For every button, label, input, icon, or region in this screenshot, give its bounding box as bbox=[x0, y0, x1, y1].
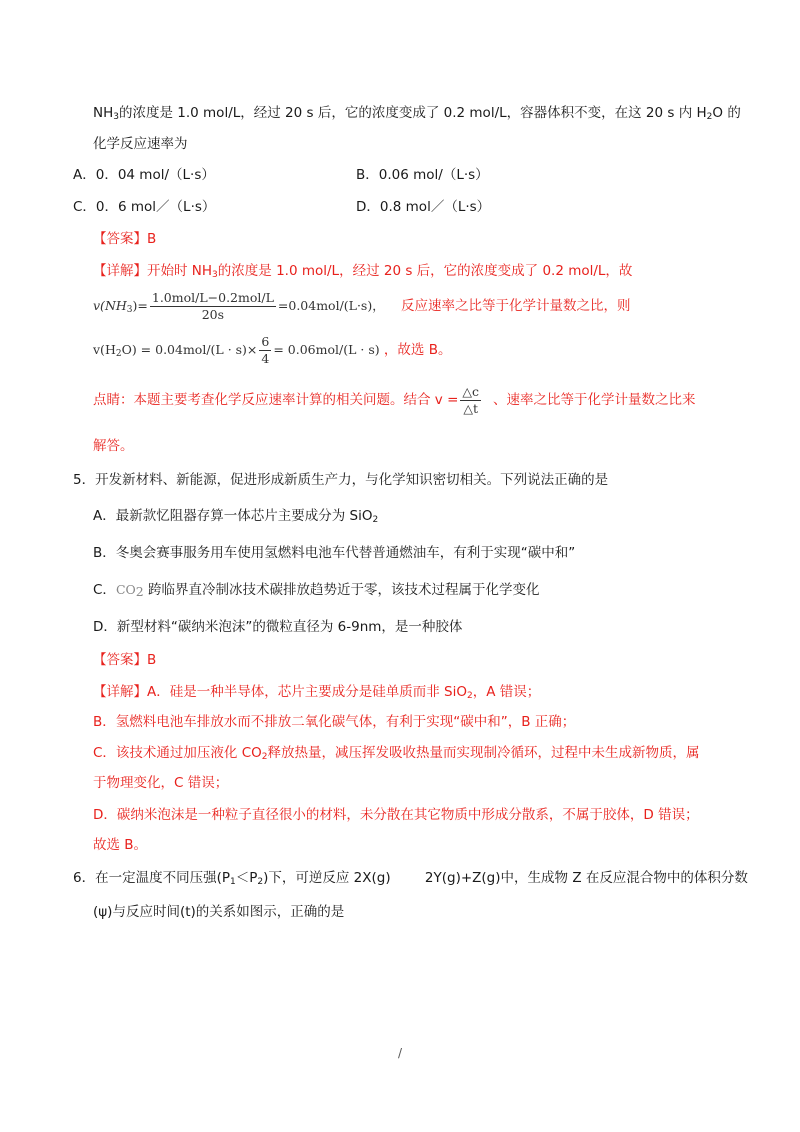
q5-detail-d: D．碳纳米泡沫是一种粒子直径很小的材料，未分散在其它物质中形成分散系，不属于胶体，D 错误； bbox=[93, 807, 699, 823]
fraction-delta: $\frac{\triangle c}{\triangle t}$ bbox=[462, 383, 480, 416]
q5-conclusion: 故选 B。 bbox=[93, 837, 148, 853]
q4-tip-line1: 点睛：本题主要考查化学反应速率计算的相关问题。结合 v = $\frac{\triangle c}{\triangle t}$ 、速率之比等于化学计量数之比来 bbox=[93, 383, 696, 416]
q6-stem-line1: 6．在一定温度不同压强$(P_1<P_2)$下，可逆反应 2X(g) 2Y(g)+Z(g)中，生成物 Z 在反应混合物中的体积分数 bbox=[73, 870, 748, 887]
q5-option-b: B．冬奥会赛事服务用车使用氢燃料电池车代替普通燃油车，有利于实现“碳中和” bbox=[93, 545, 576, 561]
q4-option-b: B．0.06 mol/（L·s） bbox=[356, 167, 489, 183]
fraction-ratio: $\frac{6}{4}$ bbox=[261, 333, 270, 366]
q4-detail-line1: 【详解】开始时 $NH_3$的浓度是 1.0 mol/L，经过 20 s 后，它的浓度变成了 0.2 mol/L，故 bbox=[93, 263, 633, 280]
q4-option-a: A．0．04 mol/（L·s） bbox=[73, 167, 215, 183]
q4-stem-line2: 化学反应速率为 bbox=[93, 136, 188, 152]
q5-option-d: D．新型材料“碳纳米泡沫”的微粒直径为 6-9nm，是一种胶体 bbox=[93, 619, 463, 635]
q5-detail-b: B．氢燃料电池车排放水而不排放二氧化碳气体，有利于实现“碳中和”，B 正确； bbox=[93, 714, 576, 730]
q4-formula2: $v(H_2O) = 0.04mol/(L \cdot s)\times$ $\frac{6}{4}$ = 0.06mol/(L · s) ，故选 B。 bbox=[93, 333, 452, 366]
q5-detail-c-line1: C．该技术通过加压液化 $CO_2$释放热量，减压挥发吸收热量而实现制冷循环，过程中未生成新物质，属 bbox=[93, 745, 700, 762]
q5-stem: 5．开发新材料、新能源，促进形成新质生产力，与化学知识密切相关。下列说法正确的是 bbox=[73, 472, 609, 488]
q4-stem-line1: $NH_3$的浓度是 1.0 mol/L，经过 20 s 后，它的浓度变成了 0.2 mol/L，容器体积不变，在这 20 s 内 $H_2O$ 的 bbox=[93, 105, 741, 122]
page-number: / bbox=[398, 1046, 403, 1060]
q5-detail-c-line2: 于物理变化，C 错误； bbox=[93, 775, 229, 791]
q5-option-a: A．最新款忆阻器存算一体芯片主要成分为 SiO$_2$ bbox=[93, 508, 379, 525]
q4-formula1: $v(NH_3)=$ $\frac{\text{1.0mol/L−0.2mol/L}}{20s}$ =0.04mol/(L·s)， 反应速率之比等于化学计量数之比，则 bbox=[93, 289, 631, 322]
q6-stem-line2: (ψ)与反应时间(t)的关系如图示，正确的是 bbox=[93, 904, 345, 920]
q5-option-c: C．$CO_2$ 跨临界直冷制冰技术碳排放趋势近于零，该技术过程属于化学变化 bbox=[93, 582, 540, 599]
q5-answer: 【答案】B bbox=[93, 652, 157, 668]
q4-tip-line2: 解答。 bbox=[93, 438, 134, 454]
q4-option-d: D．0.8 mol／（L·s） bbox=[356, 199, 491, 215]
q4-answer: 【答案】B bbox=[93, 231, 157, 247]
fraction-rate: $\frac{\text{1.0mol/L−0.2mol/L}}{20s}$ bbox=[151, 289, 274, 322]
q4-option-c: C．0．6 mol／（L·s） bbox=[73, 199, 216, 215]
q5-detail-a: 【详解】A．硅是一种半导体，芯片主要成分是硅单质而非 SiO$_2$，A 错误； bbox=[93, 684, 541, 701]
